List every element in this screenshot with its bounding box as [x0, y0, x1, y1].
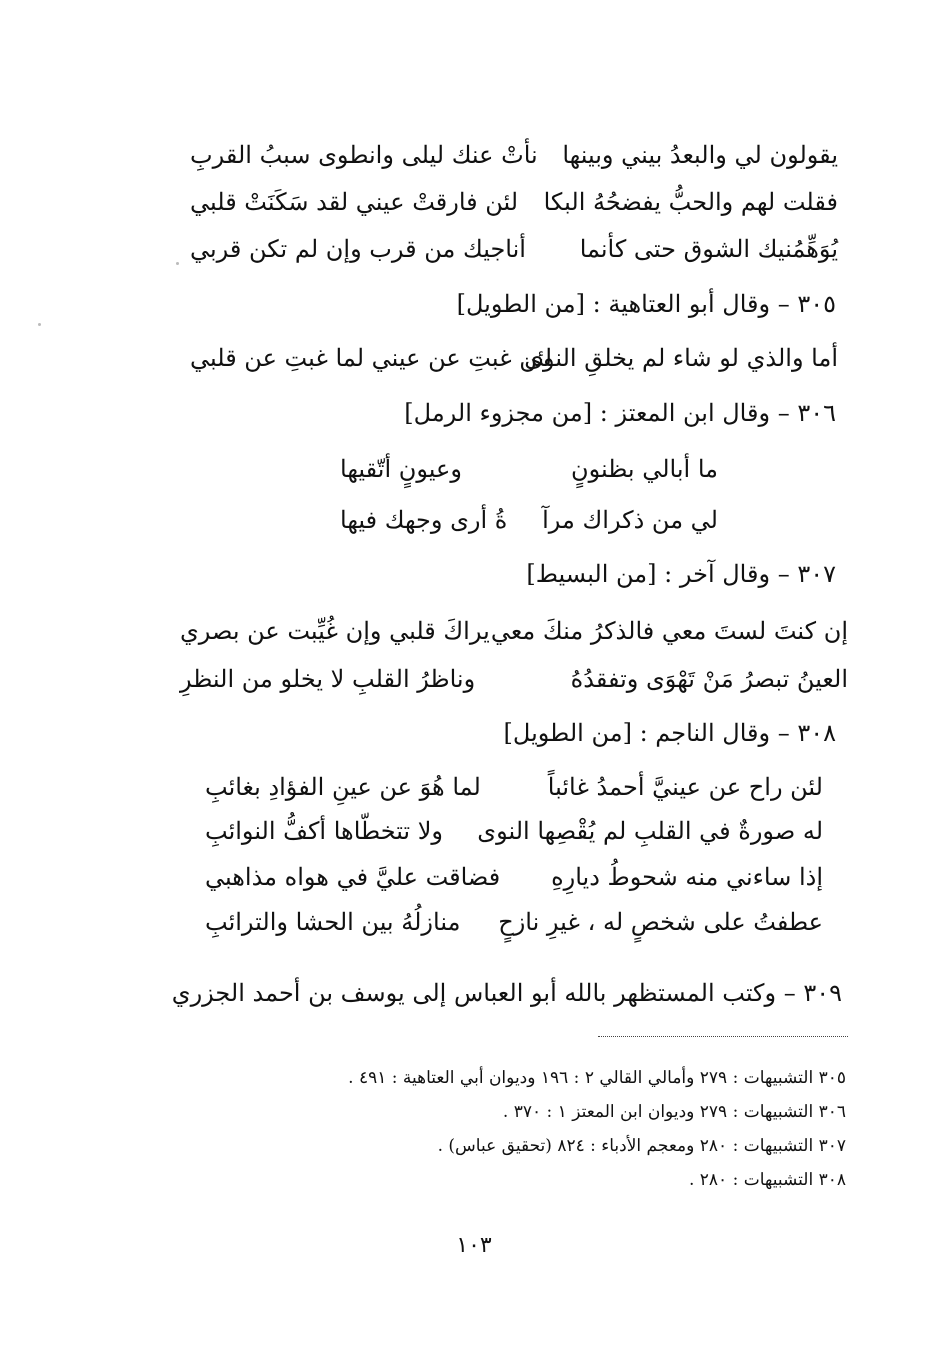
verse-hemistich-second: ولا تتخطّاها أكفُّ النوائبِ: [205, 817, 444, 845]
footnote: ٣٠٥ التشبيهات : ٢٧٩ وأمالي القالي ٢ : ١٩٦ وديوان أبي العتاهية : ٤٩١ .: [348, 1068, 846, 1088]
verse-hemistich-first: يقولون لي والبعدُ بيني وبينها: [562, 141, 838, 169]
verse-hemistich-second: أناجيك من قرب وإن لم تكن قربي: [190, 235, 526, 263]
verse-hemistich-second: لما هُوَ عن عينِ الفؤادِ بغائبِ: [205, 773, 481, 801]
verse-hemistich-second: ةُ أرى وجهك فيها: [340, 506, 508, 534]
verse-hemistich-first: عطفتُ على شخصٍ له ، غيرِ نازحٍ: [498, 908, 823, 936]
verse-hemistich-second: لئن غبتِ عن عيني لما غبتِ عن قلبي: [190, 344, 553, 372]
verse-hemistich-first: له صورةٌ في القلبِ لم يُقْصِها النوى: [477, 817, 823, 845]
verse-hemistich-first: إن كنتَ لستَ معي فالذكرُ منكَ معي: [490, 617, 848, 645]
verse-hemistich-first: لئن راح عن عينيَّ أحمدُ غائباً: [547, 773, 823, 801]
verse-hemistich-first: أما والذي لو شاء لم يخلقِ النوى: [524, 344, 838, 372]
scan-speck: [38, 323, 41, 326]
footnote: ٣٠٦ التشبيهات : ٢٧٩ وديوان ابن المعتز ١ : ٣٧٠ .: [502, 1102, 846, 1122]
entry-heading-308: ٣٠٨ – وقال الناجم : [من الطويل]: [503, 719, 836, 747]
entry-heading-305: ٣٠٥ – وقال أبو العتاهية : [من الطويل]: [456, 290, 836, 318]
verse-hemistich-first: يُوَهِّمُنيك الشوق حتى كأنما: [579, 235, 838, 263]
verse-hemistich-first: لي من ذكراك مرآ: [542, 506, 718, 534]
verse-hemistich-first: العينُ تبصرُ مَنْ تَهْوَى وتفقدُهُ: [570, 665, 848, 693]
verse-hemistich-second: يراكَ قلبي وإن غُيِّبت عن بصري: [180, 617, 490, 645]
footnote: ٣٠٨ التشبيهات : ٢٨٠ .: [688, 1170, 846, 1190]
verse-hemistich-second: منازلُهُ بين الحشا والترائبِ: [205, 908, 461, 936]
verse-hemistich-second: وناظرُ القلبِ لا يخلو من النظرِ: [180, 665, 476, 693]
scan-speck: [176, 262, 179, 265]
entry-heading-309: ٣٠٩ – وكتب المستظهر بالله أبو العباس إلى يوسف بن أحمد الجزري: [171, 979, 842, 1007]
verse-hemistich-second: لئن فارقتْ عيني لقد سَكَنَتْ قلبي: [190, 188, 519, 216]
verse-hemistich-first: ما أبالي بظنونٍ: [570, 455, 718, 483]
footnote-divider: [598, 1036, 848, 1037]
entry-heading-307: ٣٠٧ – وقال آخر : [من البسيط]: [526, 560, 836, 588]
footnote: ٣٠٧ التشبيهات : ٢٨٠ ومعجم الأدباء : ٨٢٤ (تحقيق عباس) .: [437, 1136, 846, 1156]
verse-hemistich-first: إذا ساءني منه شحوطُ ديارِهِ: [551, 863, 823, 891]
verse-hemistich-first: فقلت لهم والحبُّ يفضحُهُ البكا: [543, 188, 838, 216]
verse-hemistich-second: فضاقت عليَّ في هواه مذاهبي: [205, 863, 501, 891]
page-number: ١٠٣: [456, 1233, 492, 1258]
verse-hemistich-second: وعيونٍ أتّقيها: [340, 455, 462, 483]
entry-heading-306: ٣٠٦ – وقال ابن المعتز : [من مجزوء الرمل]: [404, 399, 836, 427]
verse-hemistich-second: نأتْ عنك ليلى وانطوى سببُ القربِ: [190, 141, 538, 169]
